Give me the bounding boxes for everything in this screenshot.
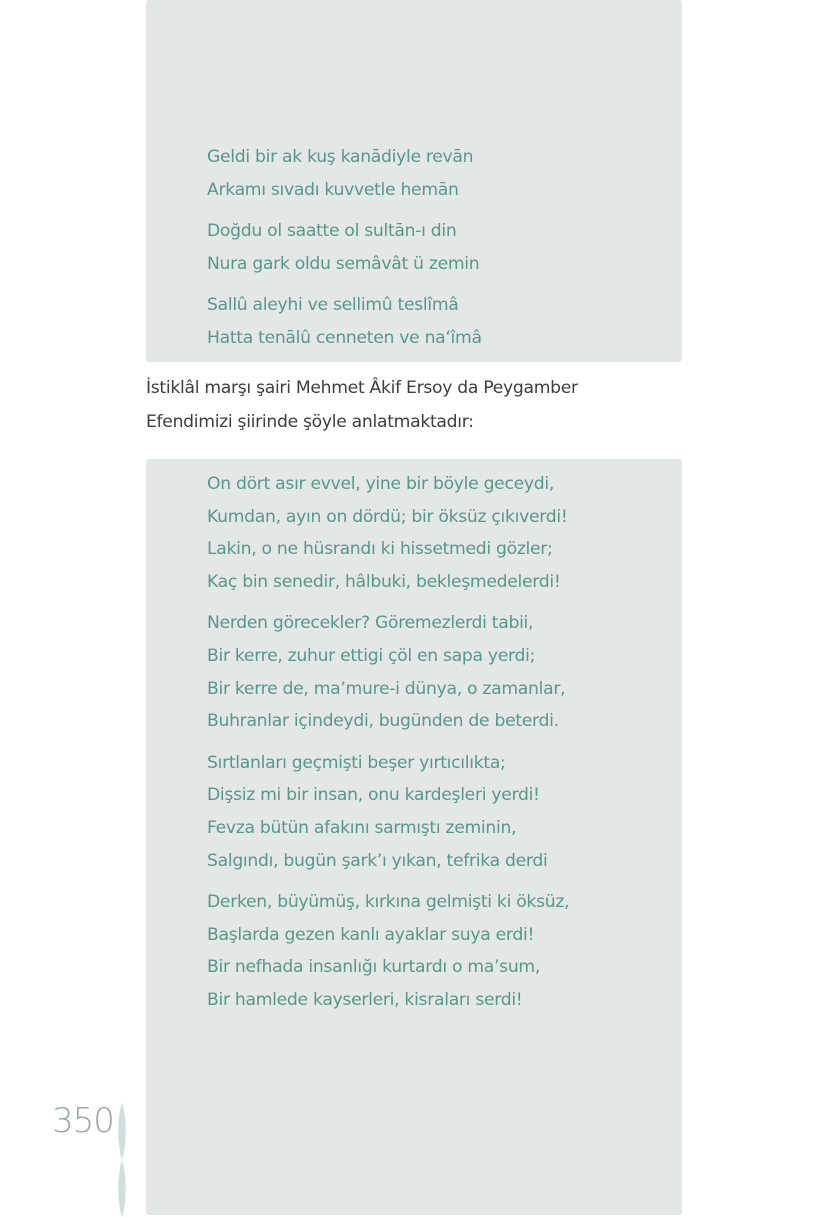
poem-line: Hatta tenālû cenneten ve na‘îmâ bbox=[207, 327, 482, 348]
poem-line: Bir hamlede kayserleri, kisraları serdi! bbox=[207, 989, 523, 1010]
poem-line: Kaç bin senedir, hâlbuki, bekleşmedelerdi! bbox=[207, 571, 561, 592]
poem-box-akif bbox=[146, 459, 682, 1215]
poem-line: Fevza bütün afakını sarmıştı zeminin, bbox=[207, 817, 517, 838]
poem-box-mevlid bbox=[146, 0, 682, 362]
poem-stanza bbox=[207, 141, 682, 206]
poem-line: Bir kerre de, ma’mure-i dünya, o zamanlar, bbox=[207, 678, 566, 699]
poem-line: Sırtlanları geçmişti beşer yırtıcılıkta; bbox=[207, 752, 506, 773]
poem-line: Geldi bir ak kuş kanādiyle revān bbox=[207, 147, 474, 167]
poem-line: Buhranlar içindeydi, bugünden de beterdi. bbox=[207, 711, 559, 732]
poem-line: Nura gark oldu semâvât ü zemin bbox=[207, 253, 480, 274]
poem-line: Sallû aleyhi ve sellimû teslîmâ bbox=[207, 295, 459, 316]
intro-line: İstiklâl marşı şairi Mehmet Âkif Ersoy da Peygamber bbox=[146, 378, 578, 398]
poem-stanza bbox=[207, 289, 682, 354]
poem-line: On dört asır evvel, yine bir böyle geceydi, bbox=[207, 474, 554, 494]
poem-stanza bbox=[207, 468, 682, 598]
page-ornament-icon bbox=[114, 1103, 130, 1217]
poem-stanza bbox=[207, 886, 682, 1016]
intro-line: Efendimizi şiirinde şöyle anlatmaktadır: bbox=[146, 411, 474, 432]
poem-line: Nerden görecekler? Göremezlerdi tabii, bbox=[207, 613, 534, 634]
poem-line: Lakin, o ne hüsrandı ki hissetmedi gözler; bbox=[207, 539, 553, 560]
poem-line: Başlarda gezen kanlı ayaklar suya erdi! bbox=[207, 924, 535, 945]
poem-stanza bbox=[207, 215, 682, 280]
intro-paragraph bbox=[146, 372, 646, 439]
poem-stanza bbox=[207, 747, 682, 877]
poem-line: Arkamı sıvadı kuvvetle hemān bbox=[207, 179, 459, 200]
poem-line: Kumdan, ayın on dördü; bir öksüz çıkıverdi! bbox=[207, 506, 568, 527]
poem-stanza bbox=[207, 607, 682, 737]
poem-line: Dişsiz mi bir insan, onu kardeşleri yerdi! bbox=[207, 785, 540, 806]
page-number: 350 bbox=[52, 1101, 114, 1141]
poem-line: Doğdu ol saatte ol sultān-ı din bbox=[207, 221, 457, 242]
poem-line: Derken, büyümüş, kırkına gelmişti ki öksüz, bbox=[207, 892, 570, 913]
poem-line: Bir nefhada insanlığı kurtardı o ma’sum, bbox=[207, 957, 541, 978]
poem-line: Salgındı, bugün şark’ı yıkan, tefrika derdi bbox=[207, 850, 548, 871]
poem-line: Bir kerre, zuhur ettigi çöl en sapa yerdi; bbox=[207, 645, 536, 666]
